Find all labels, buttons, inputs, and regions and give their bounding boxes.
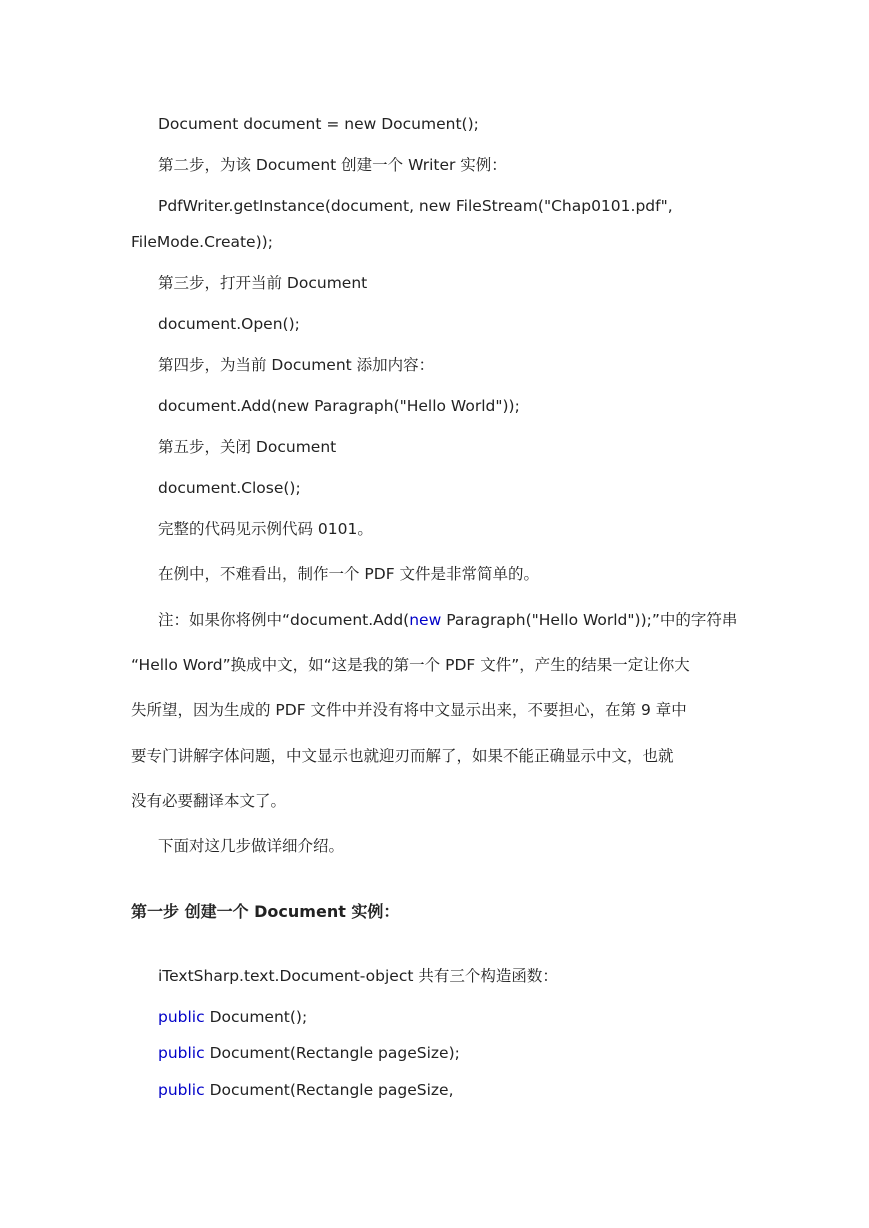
code-line-add: document.Add(new Paragraph("Hello World"));: [158, 397, 520, 415]
step-three-text: 第三步，打开当前 Document: [158, 274, 368, 292]
section-heading: 第一步 创建一个 Document 实例：: [131, 902, 400, 921]
note-keyword-new: new: [409, 611, 442, 629]
intro-paragraph: 下面对这几步做详细介绍。: [158, 837, 345, 855]
public-keyword: public: [158, 1008, 205, 1026]
step-four-text: 第四步，为当前 Document 添加内容：: [158, 356, 435, 374]
note-line-3: 失所望，因为生成的 PDF 文件中并没有将中文显示出来，不要担心，在第 9 章中: [131, 701, 687, 719]
constructor-line-3: [131, 1080, 778, 1100]
sample-code-reference: 完整的代码见示例代码 0101。: [158, 520, 373, 538]
public-keyword: public: [158, 1044, 205, 1062]
constructors-intro: iTextSharp.text.Document-object 共有三个构造函数：: [158, 967, 558, 985]
note-text-a: 注：如果你将例中“document.Add(: [158, 611, 410, 629]
constructor-line-2: [131, 1043, 778, 1063]
note-line-4: 要专门讲解字体问题，中文显示也就迎刃而解了，如果不能正确显示中文，也就: [131, 747, 674, 765]
summary-paragraph: 在例中，不难看出，制作一个 PDF 文件是非常简单的。: [158, 565, 540, 583]
code-line-new-document: Document document = new Document();: [158, 115, 479, 133]
constructor-line-1: [131, 1007, 778, 1027]
note-line-2: “Hello Word”换成中文，如“这是我的第一个 PDF 文件”，产生的结果一定让你大: [131, 656, 690, 674]
constructor-signature: Document(Rectangle pageSize);: [204, 1044, 460, 1062]
note-text-b: Paragraph("Hello World"));”中的字符串: [441, 611, 738, 629]
code-line-filemode: FileMode.Create));: [131, 233, 273, 251]
public-keyword: public: [158, 1081, 205, 1099]
constructor-signature: Document();: [204, 1008, 308, 1026]
note-line-5: 没有必要翻译本文了。: [131, 792, 287, 810]
code-line-getinstance: PdfWriter.getInstance(document, new FileStream("Chap0101.pdf",: [158, 197, 673, 215]
step-two-text: 第二步，为该 Document 创建一个 Writer 实例：: [158, 156, 507, 174]
note-line-1: [131, 610, 778, 630]
code-line-close: document.Close();: [158, 479, 301, 497]
step-five-text: 第五步，关闭 Document: [158, 438, 337, 456]
constructor-signature: Document(Rectangle pageSize,: [204, 1081, 454, 1099]
code-line-open: document.Open();: [158, 315, 300, 333]
